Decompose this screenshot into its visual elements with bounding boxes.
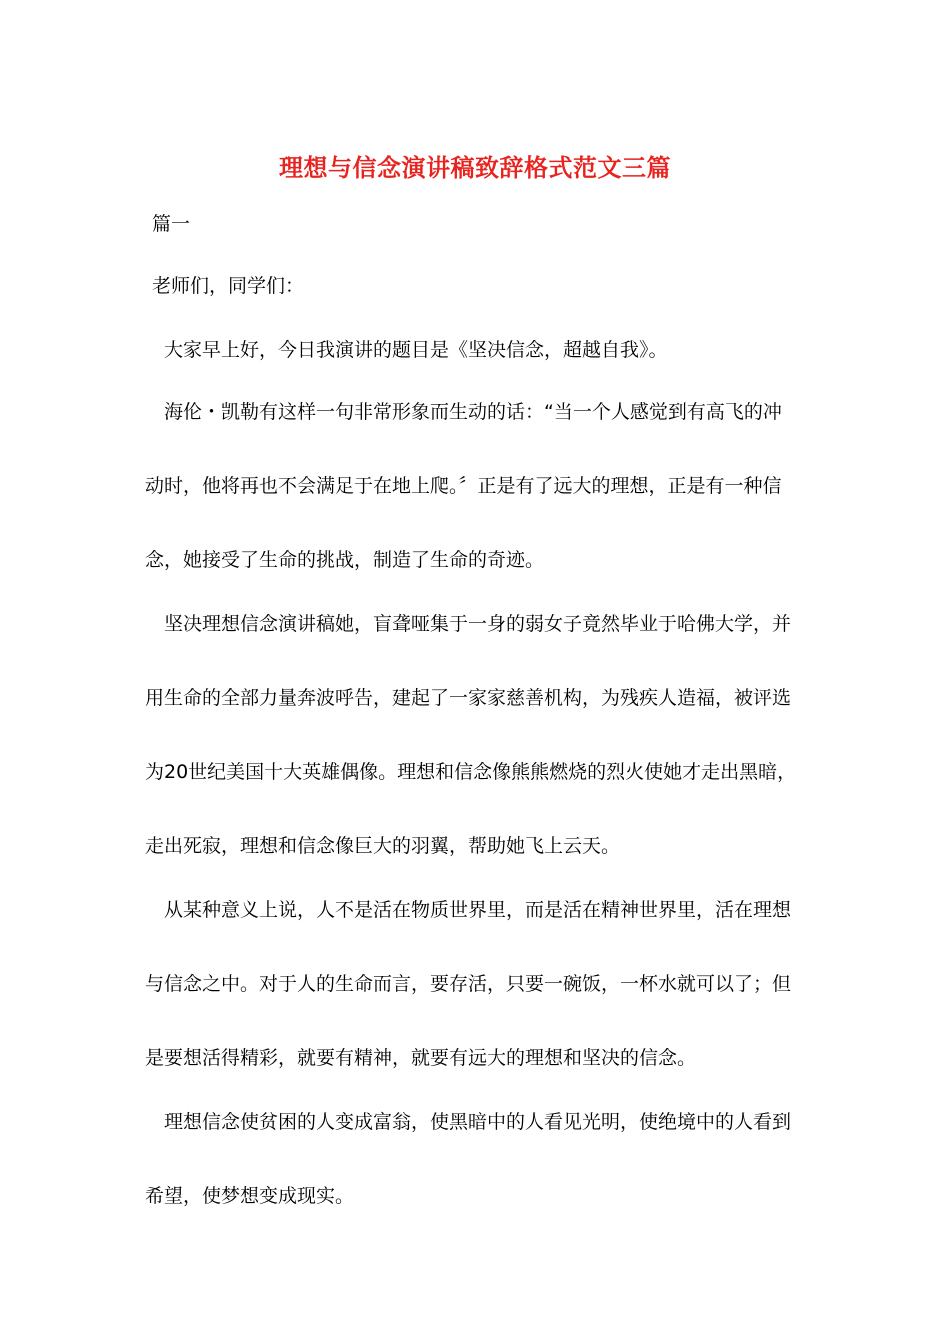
section-heading: 篇一: [152, 213, 191, 235]
paragraph-line: 大家早上好，今日我演讲的题目是《坚决信念，超越自我》。: [164, 339, 668, 361]
paragraph-line: 念，她接受了生命的挑战，制造了生命的奇迹。: [145, 549, 545, 571]
document-title: 理想与信念演讲稿致辞格式范文三篇: [279, 153, 671, 182]
paragraph-line: 理想信念使贫困的人变成富翁，使黑暗中的人看见光明，使绝境中的人看到: [164, 1111, 792, 1133]
paragraph-line: 海伦・凯勒有这样一句非常形象而生动的话：“当一个人感觉到有高飞的冲: [164, 401, 782, 423]
paragraph-line: 是要想活得精彩，就要有精神，就要有远大的理想和坚决的信念。: [145, 1047, 697, 1069]
paragraph-line: 坚决理想信念演讲稿她，盲聋哑集于一身的弱女子竟然毕业于哈佛大学，并: [164, 613, 792, 635]
salutation: 老师们，同学们：: [152, 275, 305, 297]
paragraph-line: 为20世纪美国十大英雄偶像。理想和信念像熊熊燃烧的烈火使她才走出黑暗，: [145, 761, 797, 783]
paragraph-line: 用生命的全部力量奔波呼告，建起了一家家慈善机构，为残疾人造福，被评选: [145, 687, 792, 709]
paragraph-line: 从某种意义上说，人不是活在物质世界里，而是活在精神世界里，活在理想: [164, 899, 792, 921]
paragraph-line: 动时，他将再也不会满足于在地上爬。〞正是有了远大的理想，正是有一种信: [145, 475, 782, 497]
paragraph-line: 与信念之中。对于人的生命而言，要存活，只要一碗饭，一杯水就可以了；但: [145, 973, 792, 995]
paragraph-line: 走出死寂，理想和信念像巨大的羽翼，帮助她飞上云天。: [145, 835, 621, 857]
paragraph-line: 希望，使梦想变成现实。: [145, 1185, 355, 1207]
